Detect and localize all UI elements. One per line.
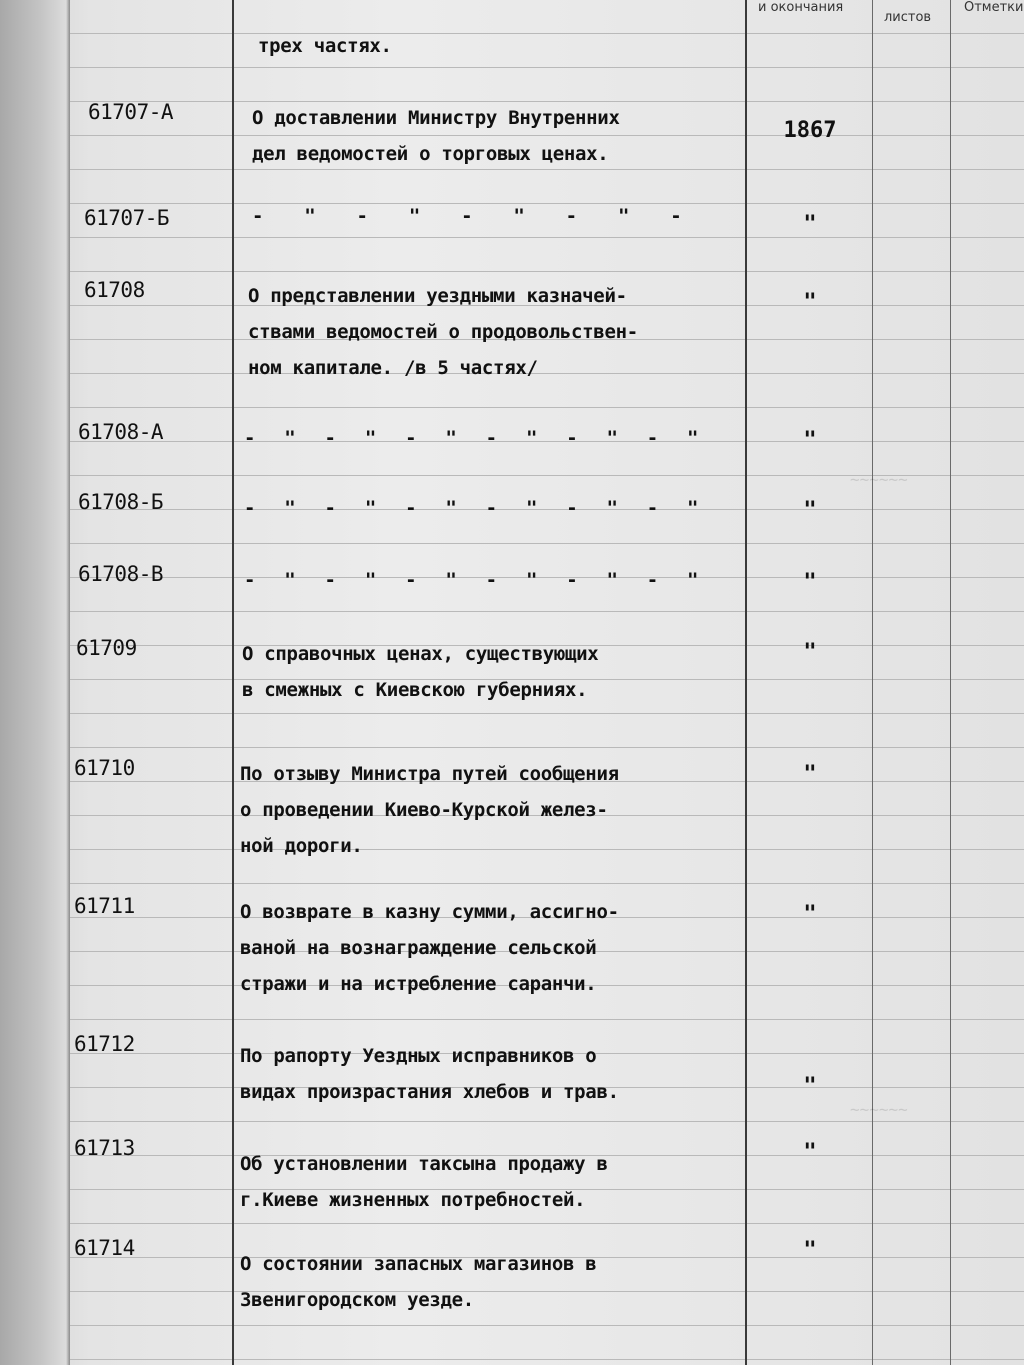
entry-title: трех частях.: [258, 35, 392, 57]
bleed-through-text: ~~~~~~: [850, 470, 908, 489]
entry-title: - " - " - " - " -: [252, 205, 682, 227]
entry-number: 61712: [74, 1032, 135, 1056]
entry-number: 61714: [74, 1236, 135, 1260]
entry-date: ": [803, 498, 817, 523]
entry-title: - " - " - " - " - " - ": [244, 569, 699, 591]
entry-date: ": [803, 1140, 817, 1165]
header-date-col: и окончания: [758, 0, 844, 15]
entry-title: О возврате в казну сумми, ассигно- ваной на вознаграждение сельской стражи и на истребление саранчи.: [240, 901, 619, 995]
entry-title: По рапорту Уездных исправников о видах произрастания хлебов и трав.: [240, 1045, 619, 1103]
entry-date: ": [803, 640, 817, 665]
entry-number: 61708-А: [78, 420, 164, 444]
entry-number: 61710: [74, 756, 135, 780]
entry-title: - " - " - " - " - " - ": [244, 427, 699, 449]
entry-date: ": [803, 428, 817, 453]
entry-number: 61709: [76, 636, 137, 660]
entry-number: 61713: [74, 1136, 135, 1160]
entry-title: - " - " - " - " - " - ": [244, 497, 699, 519]
header-notes-col: Отметки: [964, 0, 1024, 15]
entry-date: 1867: [783, 118, 837, 143]
entry-number: 61711: [74, 894, 135, 918]
book-spine-shadow: [0, 0, 70, 1365]
entry-title: Об установлении таксына продажу в г.Киеве жизненных потребностей.: [240, 1153, 608, 1211]
entry-title: О состоянии запасных магазинов в Звенигородском уезде.: [240, 1253, 597, 1311]
entry-number: 61708: [84, 278, 145, 302]
entry-title: О доставлении Министру Внутренних дел ведомостей о торговых ценах.: [252, 107, 620, 165]
column-divider: [872, 0, 873, 1365]
bleed-through-text: ~~~~~~: [850, 1100, 908, 1119]
entry-date: ": [803, 762, 817, 787]
entry-date: ": [803, 570, 817, 595]
entry-title: По отзыву Министра путей сообщения о проведении Киево-Курской желез- ной дороги.: [240, 763, 619, 857]
entry-date: ": [803, 902, 817, 927]
entry-date: ": [803, 212, 817, 237]
entry-title: О справочных ценах, существующих в смежных с Киевскою губерниях.: [242, 643, 599, 701]
entry-number: 61707-Б: [84, 206, 170, 230]
entry-date: ": [803, 1074, 817, 1099]
entry-number: 61707-А: [88, 100, 174, 124]
entry-date: ": [803, 1238, 817, 1263]
column-divider: [950, 0, 951, 1365]
entry-title: О представлении уездными казначей- ствами ведомостей о продовольствен- ном капитале. /в 5 частях/: [248, 285, 638, 379]
header-sheets-col: листов: [884, 10, 932, 25]
entry-number: 61708-В: [78, 562, 164, 586]
column-divider: [232, 0, 234, 1365]
entry-number: 61708-Б: [78, 490, 164, 514]
entry-date: ": [803, 290, 817, 315]
